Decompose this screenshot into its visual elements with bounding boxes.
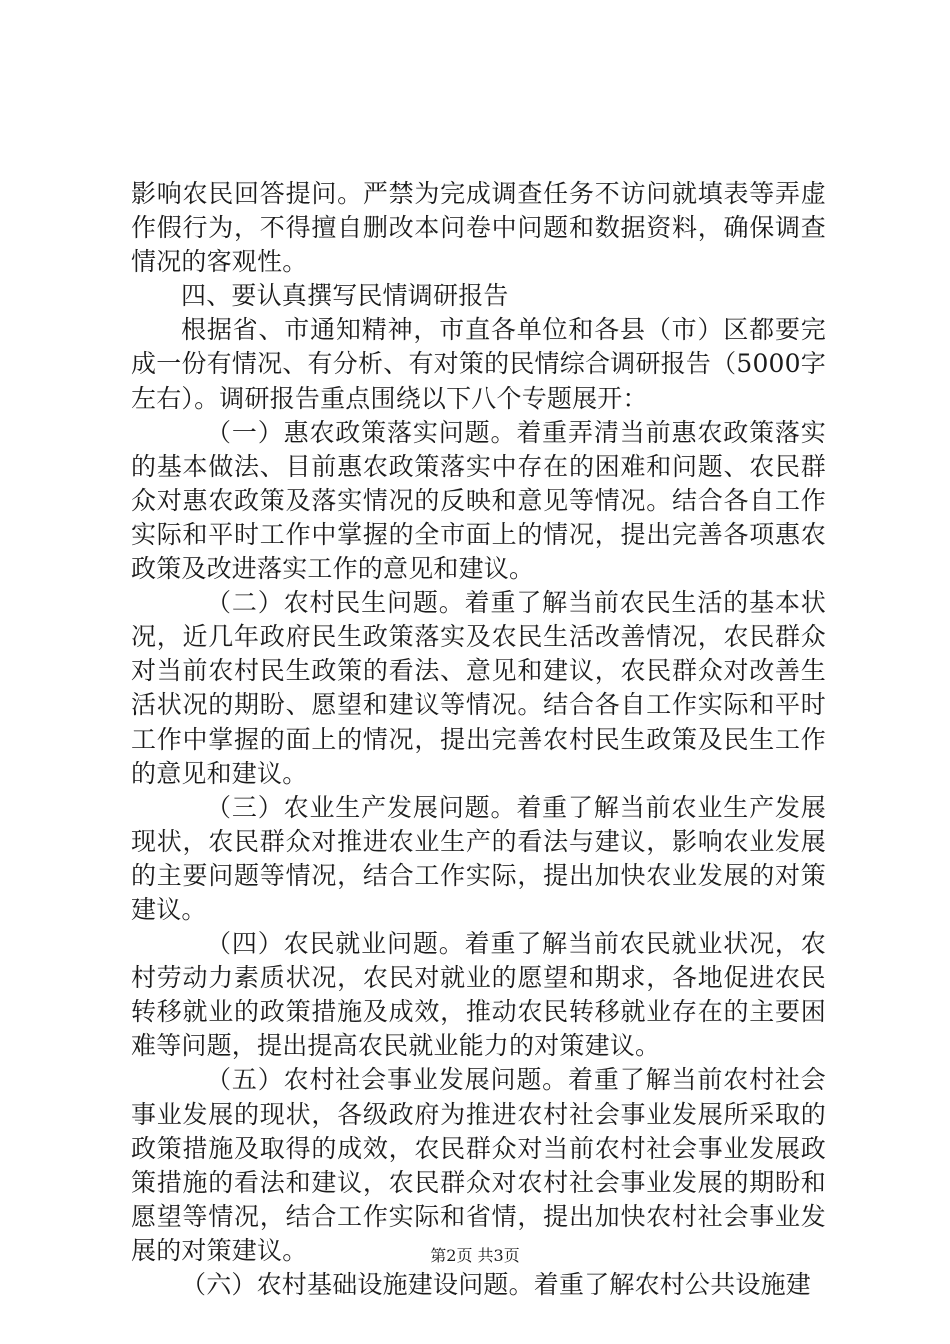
section-heading-4: 四、要认真撰写民情调研报告 xyxy=(181,281,509,311)
paragraph-intro: 根据省、市通知精神，市直各单位和各县（市）区都要完成一份有情况、有分析、有对策的民情综合调研报告（5000字左右）。调研报告重点围绕以下八个专题展开： xyxy=(131,315,826,413)
page-footer: 第2页 共3页 xyxy=(430,1246,520,1265)
topic-5-paragraph: （五）农村社会事业发展问题。着重了解当前农村社会事业发展的现状，各级政府为推进农村社会事业发展所采取的政策措施及取得的成效，农民群众对当前农村社会事业发展政策措施的看法和建议，农民群众对农村社会事业发展的期盼和愿望等情况，结合工作实际和省情，提出加快农村社会事业发展的对策建议。 xyxy=(131,1065,826,1265)
topic-2-paragraph: （二）农村民生问题。着重了解当前农民生活的基本状况，近几年政府民生政策落实及农民生活改善情况，农民群众对当前农村民生政策的看法、意见和建议，农民群众对改善生活状况的期盼、愿望和建议等情况。结合各自工作实际和平时工作中掌握的面上的情况，提出完善农村民生政策及民生工作的意见和建议。 xyxy=(131,588,826,788)
document-body xyxy=(131,177,826,1302)
topic-3-paragraph: （三）农业生产发展问题。着重了解当前农业生产发展现状，农民群众对推进农业生产的看法与建议，影响农业发展的主要问题等情况，结合工作实际，提出加快农业发展的对策建议。 xyxy=(131,792,826,924)
topic-6-paragraph: （六）农村基础设施建设问题。着重了解农村公共设施建 xyxy=(181,1270,812,1299)
paragraph-continuation: 影响农民回答提问。严禁为完成调查任务不访问就填表等弄虚作假行为，不得擅自删改本问卷中问题和数据资料，确保调查情况的客观性。 xyxy=(131,179,826,277)
topic-1-paragraph: （一）惠农政策落实问题。着重弄清当前惠农政策落实的基本做法、目前惠农政策落实中存在的困难和问题、农民群众对惠农政策及落实情况的反映和意见等情况。结合各自工作实际和平时工作中掌握的全市面上的情况，提出完善各项惠农政策及改进落实工作的意见和建议。 xyxy=(131,417,826,584)
topic-4-paragraph: （四）农民就业问题。着重了解当前农民就业状况，农村劳动力素质状况，农民对就业的愿望和期求，各地促进农民转移就业的政策措施及成效，推动农民转移就业存在的主要困难等问题，提出提高农民就业能力的对策建议。 xyxy=(131,929,826,1061)
